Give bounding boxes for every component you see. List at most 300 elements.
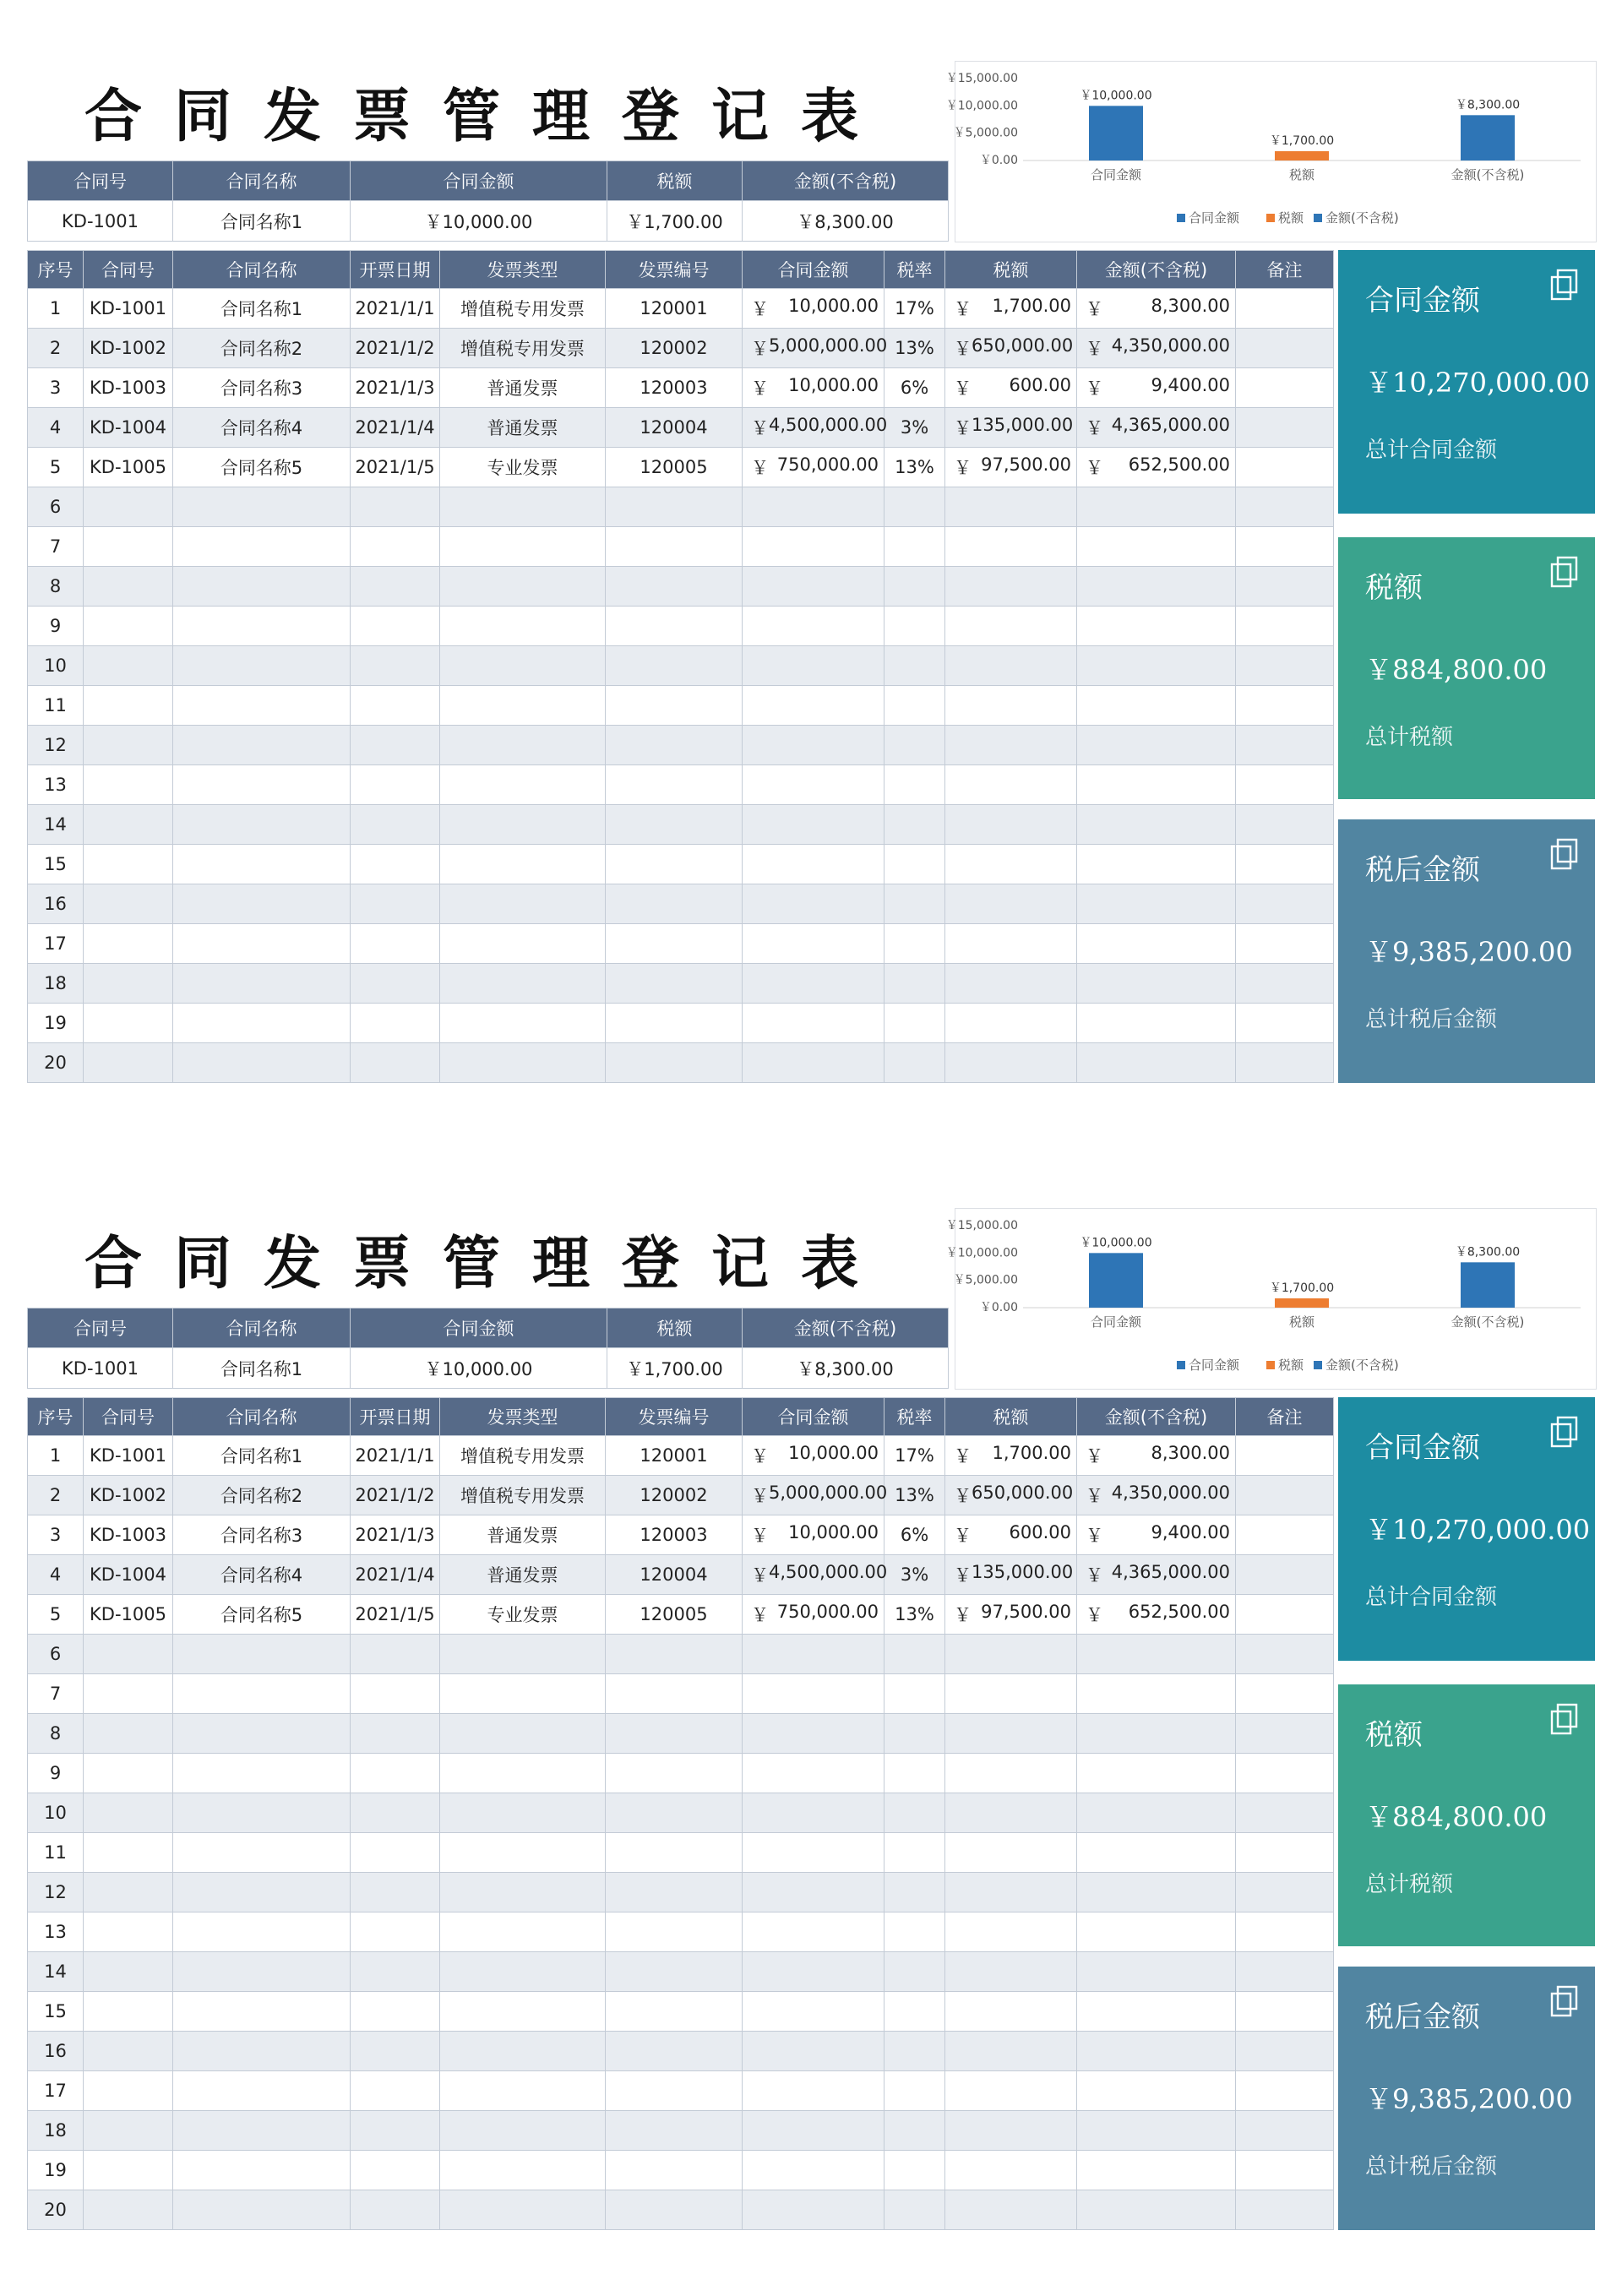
summary-cell[interactable]: 合同名称1 bbox=[173, 1348, 351, 1389]
cell-id[interactable] bbox=[84, 726, 173, 765]
cell-id[interactable] bbox=[84, 607, 173, 646]
cell-name[interactable]: 合同名称5 bbox=[173, 1595, 351, 1635]
cell-tax[interactable] bbox=[945, 1952, 1077, 1992]
cell-tax[interactable] bbox=[945, 1714, 1077, 1754]
cell-net[interactable] bbox=[1077, 448, 1236, 487]
cell-invoice[interactable]: 120004 bbox=[606, 408, 743, 448]
cell-amount[interactable] bbox=[743, 329, 888, 368]
cell-note[interactable] bbox=[1236, 1436, 1334, 1476]
cell-date[interactable] bbox=[351, 964, 440, 1004]
cell-date[interactable] bbox=[351, 2111, 440, 2151]
cell-name[interactable] bbox=[173, 845, 351, 884]
cell-no[interactable]: 3 bbox=[28, 1515, 84, 1555]
cell-name[interactable] bbox=[173, 1793, 351, 1833]
cell-invoice[interactable] bbox=[606, 964, 743, 1004]
cell-id[interactable] bbox=[84, 686, 173, 726]
cell-tax[interactable] bbox=[945, 1793, 1077, 1833]
cell-invoice[interactable] bbox=[606, 1992, 743, 2032]
cell-date[interactable] bbox=[351, 1992, 440, 2032]
cell-name[interactable] bbox=[173, 607, 351, 646]
cell-net[interactable] bbox=[1077, 1912, 1236, 1952]
cell-net[interactable] bbox=[1077, 1555, 1236, 1595]
cell-rate[interactable] bbox=[884, 567, 945, 607]
cell-amount[interactable] bbox=[743, 1833, 884, 1873]
cell-amount[interactable] bbox=[743, 1635, 884, 1674]
cell-name[interactable] bbox=[173, 686, 351, 726]
cell-tax[interactable] bbox=[945, 1555, 1077, 1595]
cell-id[interactable] bbox=[84, 765, 173, 805]
cell-rate[interactable] bbox=[884, 1912, 945, 1952]
cell-note[interactable] bbox=[1236, 567, 1334, 607]
cell-type[interactable] bbox=[440, 2032, 606, 2071]
cell-amount[interactable] bbox=[743, 1674, 884, 1714]
summary-cell[interactable]: ￥10,000.00 bbox=[351, 201, 607, 242]
cell-net[interactable] bbox=[1077, 765, 1236, 805]
summary-cell[interactable]: ￥10,000.00 bbox=[351, 1348, 607, 1389]
cell-invoice[interactable] bbox=[606, 1873, 743, 1912]
cell-net[interactable] bbox=[1077, 527, 1236, 567]
cell-date[interactable] bbox=[351, 726, 440, 765]
cell-invoice[interactable] bbox=[606, 2111, 743, 2151]
cell-no[interactable]: 20 bbox=[28, 2190, 84, 2230]
cell-rate[interactable]: 13% bbox=[884, 1595, 945, 1635]
cell-amount[interactable] bbox=[743, 607, 884, 646]
cell-tax[interactable] bbox=[945, 2032, 1077, 2071]
cell-id[interactable] bbox=[84, 1714, 173, 1754]
cell-amount[interactable] bbox=[743, 1912, 884, 1952]
cell-no[interactable]: 15 bbox=[28, 845, 84, 884]
cell-net[interactable] bbox=[1077, 1714, 1236, 1754]
cell-type[interactable] bbox=[440, 1754, 606, 1793]
cell-name[interactable] bbox=[173, 2151, 351, 2190]
cell-name[interactable] bbox=[173, 726, 351, 765]
cell-invoice[interactable] bbox=[606, 2032, 743, 2071]
cell-name[interactable]: 合同名称4 bbox=[173, 408, 351, 448]
cell-invoice[interactable]: 120003 bbox=[606, 1515, 743, 1555]
cell-id[interactable] bbox=[84, 884, 173, 924]
cell-net[interactable] bbox=[1077, 607, 1236, 646]
cell-id[interactable] bbox=[84, 1833, 173, 1873]
cell-amount[interactable] bbox=[743, 845, 884, 884]
cell-amount[interactable] bbox=[743, 289, 884, 329]
cell-id[interactable] bbox=[84, 1754, 173, 1793]
cell-note[interactable] bbox=[1236, 2071, 1334, 2111]
cell-id[interactable]: KD-1005 bbox=[84, 448, 173, 487]
cell-type[interactable] bbox=[440, 2111, 606, 2151]
cell-rate[interactable] bbox=[884, 1674, 945, 1714]
cell-id[interactable] bbox=[84, 1793, 173, 1833]
cell-note[interactable] bbox=[1236, 964, 1334, 1004]
cell-note[interactable] bbox=[1236, 1674, 1334, 1714]
cell-rate[interactable] bbox=[884, 805, 945, 845]
cell-no[interactable]: 6 bbox=[28, 1635, 84, 1674]
cell-note[interactable] bbox=[1236, 527, 1334, 567]
cell-date[interactable] bbox=[351, 1004, 440, 1043]
cell-rate[interactable] bbox=[884, 527, 945, 567]
cell-rate[interactable] bbox=[884, 646, 945, 686]
cell-note[interactable] bbox=[1236, 1833, 1334, 1873]
cell-net[interactable] bbox=[1077, 567, 1236, 607]
cell-tax[interactable] bbox=[945, 845, 1077, 884]
cell-invoice[interactable] bbox=[606, 924, 743, 964]
cell-amount[interactable] bbox=[743, 884, 884, 924]
cell-net[interactable] bbox=[1077, 805, 1236, 845]
cell-net[interactable] bbox=[1077, 924, 1236, 964]
cell-amount[interactable] bbox=[743, 1476, 888, 1515]
cell-tax[interactable] bbox=[945, 567, 1077, 607]
cell-name[interactable] bbox=[173, 765, 351, 805]
cell-net[interactable] bbox=[1077, 1476, 1236, 1515]
cell-tax[interactable] bbox=[945, 805, 1077, 845]
cell-name[interactable] bbox=[173, 567, 351, 607]
cell-id[interactable] bbox=[84, 1043, 173, 1083]
cell-invoice[interactable] bbox=[606, 805, 743, 845]
cell-date[interactable] bbox=[351, 686, 440, 726]
cell-tax[interactable] bbox=[945, 924, 1077, 964]
cell-date[interactable] bbox=[351, 2032, 440, 2071]
cell-note[interactable] bbox=[1236, 1555, 1334, 1595]
cell-no[interactable]: 5 bbox=[28, 448, 84, 487]
cell-amount[interactable] bbox=[743, 924, 884, 964]
cell-date[interactable]: 2021/1/1 bbox=[351, 289, 440, 329]
cell-invoice[interactable] bbox=[606, 726, 743, 765]
cell-rate[interactable] bbox=[884, 765, 945, 805]
cell-type[interactable]: 专业发票 bbox=[440, 1595, 606, 1635]
cell-name[interactable] bbox=[173, 1754, 351, 1793]
cell-net[interactable] bbox=[1077, 1004, 1236, 1043]
cell-tax[interactable] bbox=[945, 368, 1077, 408]
cell-invoice[interactable]: 120002 bbox=[606, 329, 743, 368]
cell-id[interactable] bbox=[84, 1952, 173, 1992]
cell-tax[interactable] bbox=[945, 289, 1077, 329]
cell-type[interactable] bbox=[440, 527, 606, 567]
summary-cell[interactable]: ￥8,300.00 bbox=[743, 1348, 949, 1389]
cell-tax[interactable] bbox=[945, 329, 1077, 368]
cell-net[interactable] bbox=[1077, 686, 1236, 726]
cell-type[interactable] bbox=[440, 1674, 606, 1714]
cell-name[interactable] bbox=[173, 2032, 351, 2071]
cell-id[interactable] bbox=[84, 567, 173, 607]
cell-name[interactable]: 合同名称2 bbox=[173, 329, 351, 368]
cell-note[interactable] bbox=[1236, 1043, 1334, 1083]
cell-rate[interactable]: 13% bbox=[884, 448, 945, 487]
cell-no[interactable]: 7 bbox=[28, 1674, 84, 1714]
cell-id[interactable]: KD-1003 bbox=[84, 368, 173, 408]
cell-rate[interactable] bbox=[884, 487, 945, 527]
cell-type[interactable] bbox=[440, 765, 606, 805]
cell-tax[interactable] bbox=[945, 646, 1077, 686]
cell-invoice[interactable]: 120001 bbox=[606, 289, 743, 329]
cell-invoice[interactable] bbox=[606, 1714, 743, 1754]
cell-invoice[interactable] bbox=[606, 527, 743, 567]
cell-note[interactable] bbox=[1236, 448, 1334, 487]
cell-net[interactable] bbox=[1077, 1873, 1236, 1912]
cell-no[interactable]: 14 bbox=[28, 805, 84, 845]
cell-date[interactable] bbox=[351, 845, 440, 884]
cell-net[interactable] bbox=[1077, 368, 1236, 408]
cell-no[interactable]: 12 bbox=[28, 726, 84, 765]
cell-date[interactable] bbox=[351, 924, 440, 964]
cell-name[interactable] bbox=[173, 487, 351, 527]
cell-type[interactable] bbox=[440, 1635, 606, 1674]
cell-invoice[interactable] bbox=[606, 2151, 743, 2190]
cell-rate[interactable]: 6% bbox=[884, 1515, 945, 1555]
cell-date[interactable]: 2021/1/4 bbox=[351, 1555, 440, 1595]
cell-type[interactable] bbox=[440, 1004, 606, 1043]
cell-id[interactable] bbox=[84, 1674, 173, 1714]
cell-type[interactable] bbox=[440, 567, 606, 607]
cell-amount[interactable] bbox=[743, 1873, 884, 1912]
cell-no[interactable]: 8 bbox=[28, 1714, 84, 1754]
cell-no[interactable]: 18 bbox=[28, 2111, 84, 2151]
cell-tax[interactable] bbox=[945, 686, 1077, 726]
cell-type[interactable] bbox=[440, 487, 606, 527]
cell-tax[interactable] bbox=[945, 1004, 1077, 1043]
cell-name[interactable]: 合同名称3 bbox=[173, 1515, 351, 1555]
cell-type[interactable]: 增值税专用发票 bbox=[440, 329, 606, 368]
cell-note[interactable] bbox=[1236, 1992, 1334, 2032]
cell-date[interactable] bbox=[351, 805, 440, 845]
cell-date[interactable] bbox=[351, 1912, 440, 1952]
cell-tax[interactable] bbox=[945, 448, 1077, 487]
cell-net[interactable] bbox=[1077, 1635, 1236, 1674]
cell-id[interactable] bbox=[84, 527, 173, 567]
cell-no[interactable]: 11 bbox=[28, 686, 84, 726]
cell-net[interactable] bbox=[1077, 1833, 1236, 1873]
cell-invoice[interactable] bbox=[606, 765, 743, 805]
cell-rate[interactable]: 17% bbox=[884, 289, 945, 329]
cell-net[interactable] bbox=[1077, 1952, 1236, 1992]
cell-net[interactable] bbox=[1077, 1436, 1236, 1476]
cell-id[interactable]: KD-1002 bbox=[84, 1476, 173, 1515]
cell-type[interactable]: 专业发票 bbox=[440, 448, 606, 487]
cell-invoice[interactable]: 120004 bbox=[606, 1555, 743, 1595]
cell-type[interactable] bbox=[440, 884, 606, 924]
cell-rate[interactable] bbox=[884, 1714, 945, 1754]
summary-cell[interactable]: ￥1,700.00 bbox=[607, 1348, 743, 1389]
cell-type[interactable]: 普通发票 bbox=[440, 1515, 606, 1555]
cell-tax[interactable] bbox=[945, 2151, 1077, 2190]
cell-amount[interactable] bbox=[743, 2111, 884, 2151]
cell-rate[interactable] bbox=[884, 1873, 945, 1912]
cell-name[interactable] bbox=[173, 805, 351, 845]
cell-note[interactable] bbox=[1236, 805, 1334, 845]
cell-rate[interactable]: 3% bbox=[884, 408, 945, 448]
cell-invoice[interactable] bbox=[606, 1952, 743, 1992]
cell-rate[interactable]: 13% bbox=[884, 329, 945, 368]
cell-id[interactable] bbox=[84, 2111, 173, 2151]
cell-id[interactable] bbox=[84, 964, 173, 1004]
cell-no[interactable]: 10 bbox=[28, 1793, 84, 1833]
cell-net[interactable] bbox=[1077, 2151, 1236, 2190]
cell-note[interactable] bbox=[1236, 646, 1334, 686]
cell-type[interactable]: 增值税专用发票 bbox=[440, 289, 606, 329]
cell-invoice[interactable] bbox=[606, 607, 743, 646]
cell-net[interactable] bbox=[1077, 1674, 1236, 1714]
cell-no[interactable]: 4 bbox=[28, 408, 84, 448]
cell-tax[interactable] bbox=[945, 1873, 1077, 1912]
cell-net[interactable] bbox=[1077, 646, 1236, 686]
cell-id[interactable] bbox=[84, 845, 173, 884]
cell-rate[interactable] bbox=[884, 1004, 945, 1043]
cell-no[interactable]: 16 bbox=[28, 2032, 84, 2071]
cell-note[interactable] bbox=[1236, 1912, 1334, 1952]
cell-rate[interactable]: 3% bbox=[884, 1555, 945, 1595]
cell-tax[interactable] bbox=[945, 2111, 1077, 2151]
cell-invoice[interactable]: 120005 bbox=[606, 448, 743, 487]
cell-name[interactable] bbox=[173, 1992, 351, 2032]
cell-type[interactable] bbox=[440, 1952, 606, 1992]
cell-rate[interactable] bbox=[884, 1043, 945, 1083]
cell-amount[interactable] bbox=[743, 646, 884, 686]
cell-date[interactable] bbox=[351, 1873, 440, 1912]
cell-amount[interactable] bbox=[743, 487, 884, 527]
cell-net[interactable] bbox=[1077, 726, 1236, 765]
cell-tax[interactable] bbox=[945, 1476, 1077, 1515]
cell-no[interactable]: 4 bbox=[28, 1555, 84, 1595]
cell-name[interactable] bbox=[173, 1635, 351, 1674]
cell-note[interactable] bbox=[1236, 487, 1334, 527]
summary-cell[interactable]: KD-1001 bbox=[28, 201, 173, 242]
cell-invoice[interactable]: 120002 bbox=[606, 1476, 743, 1515]
cell-tax[interactable] bbox=[945, 1912, 1077, 1952]
cell-amount[interactable] bbox=[743, 2190, 884, 2230]
cell-invoice[interactable] bbox=[606, 845, 743, 884]
cell-type[interactable]: 普通发票 bbox=[440, 368, 606, 408]
cell-no[interactable]: 1 bbox=[28, 289, 84, 329]
cell-net[interactable] bbox=[1077, 1754, 1236, 1793]
cell-note[interactable] bbox=[1236, 1714, 1334, 1754]
cell-rate[interactable]: 17% bbox=[884, 1436, 945, 1476]
cell-type[interactable] bbox=[440, 726, 606, 765]
cell-no[interactable]: 19 bbox=[28, 1004, 84, 1043]
cell-amount[interactable] bbox=[743, 2032, 884, 2071]
cell-name[interactable]: 合同名称2 bbox=[173, 1476, 351, 1515]
cell-type[interactable]: 普通发票 bbox=[440, 1555, 606, 1595]
cell-id[interactable] bbox=[84, 1873, 173, 1912]
cell-date[interactable]: 2021/1/2 bbox=[351, 329, 440, 368]
cell-type[interactable]: 增值税专用发票 bbox=[440, 1476, 606, 1515]
cell-tax[interactable] bbox=[945, 1635, 1077, 1674]
cell-note[interactable] bbox=[1236, 1793, 1334, 1833]
cell-name[interactable]: 合同名称1 bbox=[173, 1436, 351, 1476]
cell-net[interactable] bbox=[1077, 487, 1236, 527]
cell-type[interactable] bbox=[440, 1043, 606, 1083]
cell-id[interactable]: KD-1004 bbox=[84, 1555, 173, 1595]
cell-rate[interactable] bbox=[884, 1992, 945, 2032]
cell-type[interactable] bbox=[440, 1992, 606, 2032]
cell-no[interactable]: 20 bbox=[28, 1043, 84, 1083]
cell-tax[interactable] bbox=[945, 527, 1077, 567]
cell-id[interactable] bbox=[84, 2151, 173, 2190]
cell-amount[interactable] bbox=[743, 1992, 884, 2032]
cell-invoice[interactable] bbox=[606, 1004, 743, 1043]
cell-date[interactable] bbox=[351, 607, 440, 646]
cell-net[interactable] bbox=[1077, 884, 1236, 924]
cell-no[interactable]: 13 bbox=[28, 765, 84, 805]
cell-rate[interactable] bbox=[884, 2111, 945, 2151]
cell-type[interactable] bbox=[440, 2071, 606, 2111]
cell-note[interactable] bbox=[1236, 2111, 1334, 2151]
cell-invoice[interactable]: 120001 bbox=[606, 1436, 743, 1476]
cell-type[interactable] bbox=[440, 607, 606, 646]
cell-rate[interactable] bbox=[884, 607, 945, 646]
cell-date[interactable]: 2021/1/1 bbox=[351, 1436, 440, 1476]
cell-date[interactable]: 2021/1/2 bbox=[351, 1476, 440, 1515]
cell-tax[interactable] bbox=[945, 1595, 1077, 1635]
cell-no[interactable]: 13 bbox=[28, 1912, 84, 1952]
cell-id[interactable]: KD-1003 bbox=[84, 1515, 173, 1555]
cell-invoice[interactable] bbox=[606, 1833, 743, 1873]
cell-note[interactable] bbox=[1236, 1873, 1334, 1912]
cell-invoice[interactable] bbox=[606, 1912, 743, 1952]
cell-no[interactable]: 11 bbox=[28, 1833, 84, 1873]
cell-note[interactable] bbox=[1236, 765, 1334, 805]
cell-rate[interactable] bbox=[884, 845, 945, 884]
cell-amount[interactable] bbox=[743, 1714, 884, 1754]
cell-net[interactable] bbox=[1077, 1043, 1236, 1083]
cell-name[interactable] bbox=[173, 2190, 351, 2230]
cell-id[interactable]: KD-1002 bbox=[84, 329, 173, 368]
cell-note[interactable] bbox=[1236, 845, 1334, 884]
cell-no[interactable]: 16 bbox=[28, 884, 84, 924]
cell-type[interactable] bbox=[440, 1833, 606, 1873]
cell-rate[interactable] bbox=[884, 884, 945, 924]
cell-no[interactable]: 17 bbox=[28, 924, 84, 964]
cell-date[interactable] bbox=[351, 2190, 440, 2230]
cell-invoice[interactable] bbox=[606, 1754, 743, 1793]
cell-no[interactable]: 14 bbox=[28, 1952, 84, 1992]
cell-type[interactable]: 增值税专用发票 bbox=[440, 1436, 606, 1476]
cell-name[interactable]: 合同名称4 bbox=[173, 1555, 351, 1595]
cell-id[interactable] bbox=[84, 646, 173, 686]
cell-name[interactable] bbox=[173, 1043, 351, 1083]
cell-date[interactable] bbox=[351, 567, 440, 607]
cell-net[interactable] bbox=[1077, 2032, 1236, 2071]
cell-invoice[interactable]: 120003 bbox=[606, 368, 743, 408]
cell-id[interactable] bbox=[84, 487, 173, 527]
cell-name[interactable] bbox=[173, 1004, 351, 1043]
cell-amount[interactable] bbox=[743, 1515, 884, 1555]
cell-net[interactable] bbox=[1077, 1595, 1236, 1635]
cell-net[interactable] bbox=[1077, 1992, 1236, 2032]
cell-amount[interactable] bbox=[743, 2071, 884, 2111]
cell-amount[interactable] bbox=[743, 1004, 884, 1043]
cell-date[interactable] bbox=[351, 527, 440, 567]
cell-invoice[interactable] bbox=[606, 1635, 743, 1674]
cell-name[interactable] bbox=[173, 1912, 351, 1952]
cell-name[interactable] bbox=[173, 884, 351, 924]
cell-rate[interactable] bbox=[884, 2071, 945, 2111]
cell-rate[interactable] bbox=[884, 924, 945, 964]
cell-amount[interactable] bbox=[743, 1595, 884, 1635]
cell-invoice[interactable] bbox=[606, 1674, 743, 1714]
cell-id[interactable] bbox=[84, 805, 173, 845]
cell-rate[interactable] bbox=[884, 2190, 945, 2230]
cell-note[interactable] bbox=[1236, 884, 1334, 924]
cell-no[interactable]: 6 bbox=[28, 487, 84, 527]
cell-invoice[interactable] bbox=[606, 567, 743, 607]
cell-date[interactable] bbox=[351, 646, 440, 686]
cell-amount[interactable] bbox=[743, 408, 888, 448]
cell-amount[interactable] bbox=[743, 805, 884, 845]
cell-amount[interactable] bbox=[743, 1436, 884, 1476]
cell-note[interactable] bbox=[1236, 289, 1334, 329]
cell-no[interactable]: 9 bbox=[28, 607, 84, 646]
cell-note[interactable] bbox=[1236, 1004, 1334, 1043]
cell-name[interactable]: 合同名称3 bbox=[173, 368, 351, 408]
cell-type[interactable]: 普通发票 bbox=[440, 408, 606, 448]
